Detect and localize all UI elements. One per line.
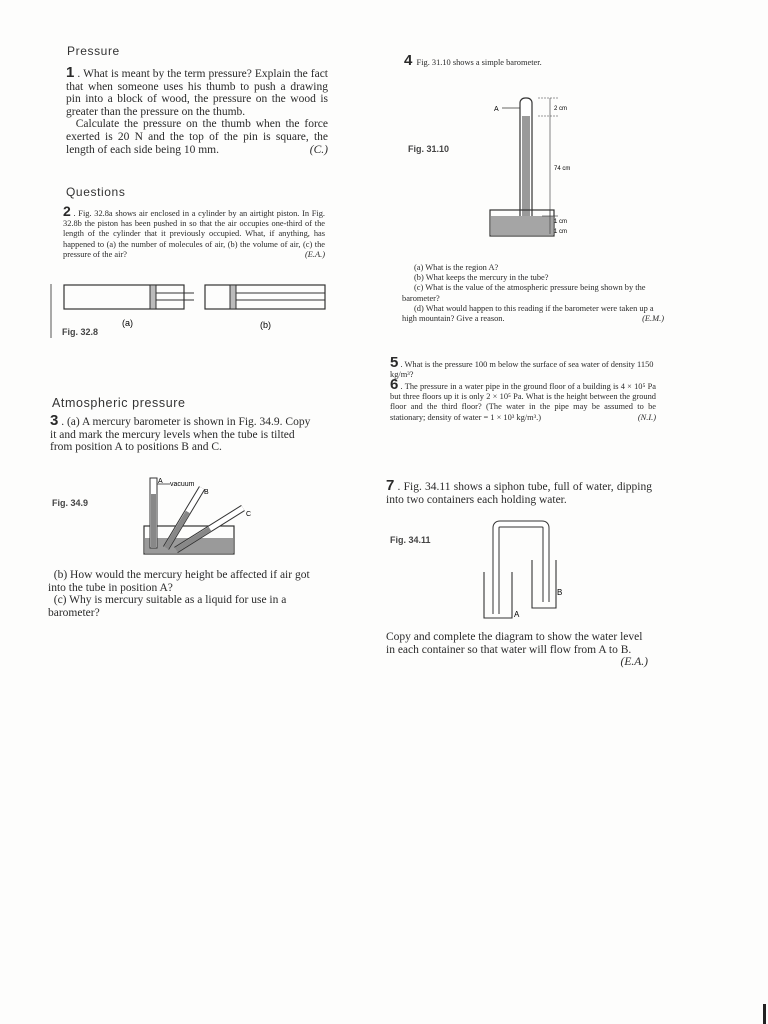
question-3-bc — [48, 569, 316, 619]
figure-label: Fig. 34.9 — [52, 498, 89, 508]
part-d: (d) What would happen to this reading if the barometer were taken up a high mountain? Give a reason. (E.M.) — [402, 303, 664, 324]
caption-b: (b) — [260, 320, 271, 330]
question-text: What is the pressure 100 m below the surface of sea water of density 1150 kg/m³? — [390, 360, 654, 380]
figure-label: Fig. 31.10 — [408, 144, 450, 154]
mercury-column — [522, 116, 530, 224]
pressure-heading: Pressure — [67, 44, 120, 58]
question-7: 7 . Fig. 34.11 shows a siphon tube, full of water, dipping into two containers each holding water. — [386, 477, 653, 506]
question-number: 7 — [386, 477, 395, 494]
question-4 — [404, 52, 594, 69]
label-a: A — [494, 106, 499, 113]
question-number: 1 — [66, 64, 75, 81]
svg-text:C: C — [246, 511, 252, 518]
svg-text:B: B — [204, 489, 209, 496]
part-b: (b) What keeps the mercury in the tube? — [414, 273, 549, 283]
question-number: 6 — [390, 376, 399, 393]
vacuum-label: vacuum — [170, 481, 195, 488]
part-c: (c) What is the value of the atmospheric pressure being shown by the barometer? — [402, 283, 646, 303]
siphon-tube — [496, 524, 546, 614]
question-text: What is meant by the term pressure? Explain the fact that when someone uses his thumb to push a drawing pin into a block of wood, the pressure on the wood is greater than the pressure on the thumb. — [66, 68, 328, 118]
question-text: (a) A mercury barometer is shown in Fig. 34.9. Copy it and mark the mercury levels when the tube is tilted from position A to positions B and C. — [50, 416, 311, 454]
piston-b — [230, 285, 236, 309]
source-tag: (E.A.) — [620, 656, 648, 669]
source-tag: (E.A.) — [305, 249, 325, 259]
figure-label: Fig. 34.11 — [390, 535, 431, 545]
figure-34-9 — [140, 474, 280, 558]
question-4-parts — [402, 263, 664, 324]
piston-a — [150, 285, 156, 309]
svg-text:1 cm: 1 cm — [554, 229, 568, 235]
figure-31-10 — [480, 94, 590, 242]
svg-text:A: A — [514, 610, 520, 619]
question-number: 5 — [390, 354, 399, 371]
question-text: Fig. 32.8a shows air enclosed in a cylinder by an airtight piston. In Fig. 32.8b the piston has been pushed in so that the air occupies one-third of the length of the cylinder that it previously occupied. What, if anything, has happened to (a) the number of molecules of air, (b) the volume of air, (c) the pressure of the air? — [63, 209, 326, 259]
question-text-c: (c) Why is mercury suitable as a liquid for use in a barometer? — [48, 594, 287, 619]
svg-text:A: A — [158, 478, 163, 485]
question-5: 5 . What is the pressure 100 m below the surface of sea water of density 1150 kg/m³? — [390, 354, 654, 380]
figure-label: Fig. 32.8 — [62, 327, 99, 337]
question-3: 3 . (a) A mercury barometer is shown in Fig. 34.9. Copy it and mark the mercury levels when the tube is tilted from position A to positions B and C. — [50, 412, 311, 454]
question-text: Fig. 34.11 shows a siphon tube, full of water, dipping into two containers each holding water. — [386, 481, 653, 506]
source-tag: (E.M.) — [642, 314, 664, 324]
svg-text:1 cm: 1 cm — [554, 219, 568, 225]
question-number: 4 — [404, 52, 413, 69]
question-text-2: Calculate the pressure on the thumb when the force exerted is 20 N and the top of the pin is square, the length of each side being 10 mm. — [66, 118, 329, 156]
cylinder-b — [205, 285, 325, 309]
svg-text:2 cm: 2 cm — [554, 106, 568, 112]
question-7-task — [386, 631, 648, 669]
question-number: 2 — [63, 203, 71, 219]
question-number: 3 — [50, 412, 59, 429]
question-text: Fig. 31.10 shows a simple barometer. — [416, 58, 542, 67]
question-text-b: (b) How would the mercury height be affected if air got into the tube in position A? — [48, 569, 310, 594]
svg-text:B: B — [557, 588, 563, 597]
question-text-2: Copy and complete the diagram to show the water level in each container so that water will flow from A to B. — [386, 631, 643, 656]
svg-text:74 cm: 74 cm — [554, 166, 571, 172]
question-6: 6 . The pressure in a water pipe in the ground floor of a building is 4 × 10⁵ Pa but three floors up it is only 2 × 10⁵ Pa. What is the height between the ground floor and the third floor? (The water in the pipe may be assumed to be stationary; density of water = 1 × 10³ kg/m³.) (N.I.) — [390, 376, 656, 422]
question-2: 2 . Fig. 32.8a shows air enclosed in a cylinder by an airtight piston. In Fig. 32.8b the piston has been pushed in so that the air occupies one-third of the length of the cylinder that it previously occupied. What, if anything, has happened to (a) the number of molecules of air, (b) the volume of air, (c) the pressure of the air? (E.A.) — [63, 203, 326, 259]
questions-heading: Questions — [66, 185, 126, 199]
figure-34-11 — [476, 522, 576, 622]
question-text: The pressure in a water pipe in the ground floor of a building is 4 × 10⁵ Pa but three floors up it is only 2 × 10⁵ Pa. What is the height between the ground floor and the third floor? (The water in the pipe may be assumed to be stationary; density of water = 1 × 10³ kg/m³.) — [390, 382, 656, 422]
source-tag: (C.) — [309, 143, 328, 156]
page-edge-mark — [763, 1004, 766, 1024]
cylinder-a — [64, 285, 184, 309]
atmospheric-heading: Atmospheric pressure — [52, 396, 186, 410]
source-tag: (N.I.) — [637, 412, 656, 422]
part-a: (a) What is the region A? — [414, 263, 499, 272]
caption-a: (a) — [122, 318, 133, 328]
question-1: 1 . What is meant by the term pressure? Explain the fact that when someone uses his thumb to push a drawing pin into a block of wood, the pressure on the wood is greater than the pressure on the thumb. Calculate the pressure on the thumb when the force exerted is 20 N and the top of the pin is square, the length of each side being 10 mm. (C.) — [66, 64, 329, 156]
